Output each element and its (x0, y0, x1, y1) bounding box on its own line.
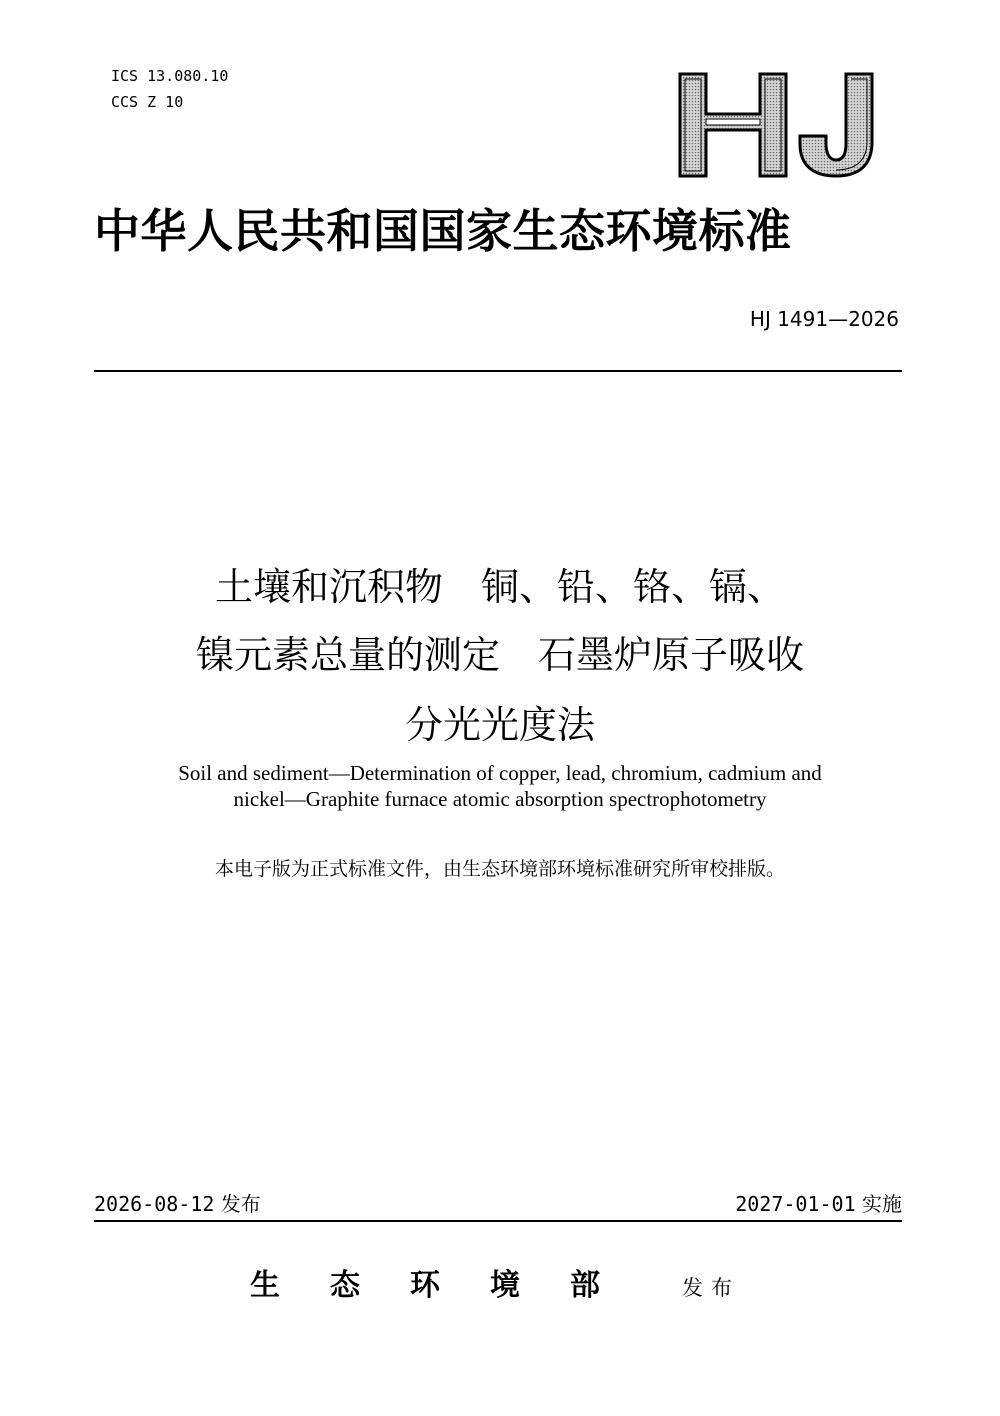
ccs-code: CCS Z 10 (111, 93, 184, 111)
implementation-label: 实施 (862, 1192, 902, 1216)
english-title-line-1: Soil and sediment—Determination of copper, lead, chromium, cadmium and (178, 761, 822, 785)
standard-number: HJ 1491—2026 (749, 307, 899, 331)
english-title-line-2: nickel—Graphite furnace atomic absorption spectrophotometry (233, 787, 767, 811)
top-divider (94, 370, 902, 372)
hj-logo (676, 70, 882, 180)
chinese-title-line-3: 分光光度法 (404, 703, 595, 747)
ministry-name: 生态环境部 (250, 1268, 650, 1303)
bottom-divider (94, 1220, 902, 1222)
chinese-title-line-1: 土壤和沉积物 铜、铅、铬、镉、 (214, 565, 785, 609)
chinese-title-line-2: 镍元素总量的测定 石墨炉原子吸收 (195, 633, 804, 677)
implementation-date: 2027-01-01 (735, 1192, 856, 1216)
ics-code: ICS 13.080.10 (111, 67, 229, 85)
electronic-edition-note: 本电子版为正式标准文件，由生态环境部环境标准研究所审校排版。 (214, 858, 785, 880)
implementation-date-block (735, 1190, 902, 1218)
issue-date: 2026-08-12 (94, 1192, 215, 1216)
issue-date-block (94, 1190, 261, 1218)
issue-label: 发布 (220, 1192, 261, 1216)
ministry-publish-label: 发布 (682, 1276, 740, 1300)
national-standard-title: 中华人民共和国国家生态环境标准 (94, 204, 792, 258)
